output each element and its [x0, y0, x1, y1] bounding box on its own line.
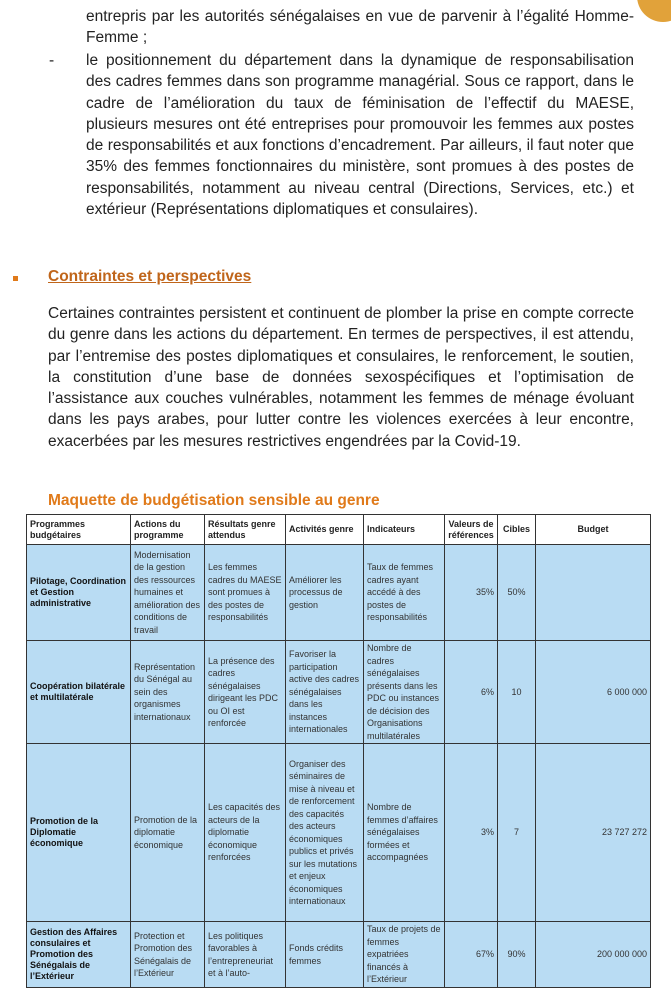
cell-activite: Fonds crédits femmes — [286, 922, 364, 988]
cell-indicateur: Nombre de cadres sénégalaises présents dans les PDC ou instances de décision des Organisations multilatérales — [364, 641, 445, 744]
header-valeurs: Valeurs de références — [445, 515, 498, 545]
cell-cible: 50% — [498, 545, 536, 641]
cell-programme: Coopération bilatérale et multilatérale — [27, 641, 131, 744]
cell-budget: 23 727 272 — [536, 744, 651, 922]
bullet-dash: - — [49, 52, 55, 69]
header-actions: Actions du programme — [131, 515, 205, 545]
cell-indicateur: Nombre de femmes d’affaires sénégalaises formées et accompagnées — [364, 744, 445, 922]
cell-resultat: Les femmes cadres du MAESE sont promues à des postes de responsabilités — [205, 545, 286, 641]
cell-resultat: La présence des cadres sénégalaises dirigeant les PDC ou OI est renforcée — [205, 641, 286, 744]
cell-indicateur: Taux de femmes cadres ayant accédé à des postes de responsabilités — [364, 545, 445, 641]
cell-valeur: 67% — [445, 922, 498, 988]
intro-continuation: entrepris par les autorités sénégalaises en vue de parvenir à l’égalité Homme-Femme ; — [86, 8, 634, 47]
cell-activite: Favoriser la participation active des cadres sénégalaises dans les instances internationales — [286, 641, 364, 744]
cell-budget: 200 000 000 — [536, 922, 651, 988]
cell-budget: 6 000 000 — [536, 641, 651, 744]
intro-bullet-text: le positionnement du département dans la dynamique de responsabilisation des cadres femmes dans son programme managérial. Sous ce rapport, dans le cadre de l’amélioration du taux de féminisation de l’effectif du MAESE, plusieurs mesures ont été entreprises pour promouvoir les femmes aux postes de responsabilités et aux fonctions d’encadrement. Par ailleurs, il faut noter que 35% des femmes fonctionnaires du ministère, sont promues à des postes de responsabilités, notamment au niveau central (Directions, Services, etc.) et extérieur (Représentations diplomatiques et consulaires). — [86, 52, 634, 219]
cell-valeur: 6% — [445, 641, 498, 744]
section-bullet-icon — [13, 276, 18, 281]
cell-activite: Améliorer les processus de gestion — [286, 545, 364, 641]
cell-action: Modernisation de la gestion des ressources humaines et amélioration des conditions de travail — [131, 545, 205, 641]
table-header-row — [27, 515, 651, 545]
cell-programme: Promotion de la Diplomatie économique — [27, 744, 131, 922]
cell-cible: 7 — [498, 744, 536, 922]
cell-programme: Pilotage, Coordination et Gestion administrative — [27, 545, 131, 641]
cell-valeur: 35% — [445, 545, 498, 641]
table-title: Maquette de budgétisation sensible au genre — [48, 492, 380, 509]
header-cibles: Cibles — [498, 515, 536, 545]
cell-programme: Gestion des Affaires consulaires et Promotion des Sénégalais de l’Extérieur — [27, 922, 131, 988]
table-row — [27, 641, 651, 744]
cell-indicateur: Taux de projets de femmes expatriées financés à l’Extérieur — [364, 922, 445, 988]
header-activites: Activités genre — [286, 515, 364, 545]
cell-resultat: Les politiques favorables à l’entrepreneuriat et à l’auto- — [205, 922, 286, 988]
header-budget: Budget — [536, 515, 651, 545]
table-row — [27, 545, 651, 641]
section-body: Certaines contraintes persistent et continuent de plomber la prise en compte correcte du genre dans les actions du département. En termes de perspectives, il est attendu, par l’entremise des postes diplomatiques et consulaires, le renforcement, le soutien, la constitution d’une base de données sexospécifiques et l’optimisation de l’assistance aux couches vulnérables, notamment les femmes de ménage évoluant dans les pays arabes, pour lutter contre les violences exercées à leur encontre, exacerbées par les mesures restrictives engendrées par la Covid-19. — [48, 305, 634, 450]
table-row — [27, 922, 651, 988]
cell-action: Protection et Promotion des Sénégalais de l’Extérieur — [131, 922, 205, 988]
cell-action: Représentation du Sénégal au sein des organismes internationaux — [131, 641, 205, 744]
budget-table — [26, 514, 651, 988]
cell-cible: 90% — [498, 922, 536, 988]
table-row — [27, 744, 651, 922]
cell-resultat: Les capacités des acteurs de la diplomatie économique renforcées — [205, 744, 286, 922]
section-heading: Contraintes et perspectives — [48, 268, 252, 285]
corner-decoration — [637, 0, 671, 22]
cell-action: Promotion de la diplomatie économique — [131, 744, 205, 922]
header-indicateurs: Indicateurs — [364, 515, 445, 545]
cell-cible: 10 — [498, 641, 536, 744]
cell-activite: Organiser des séminaires de mise à niveau et de renforcement des capacités des acteurs économiques publics et privés sur les mutations et enjeux économiques internationaux — [286, 744, 364, 922]
cell-budget — [536, 545, 651, 641]
cell-valeur: 3% — [445, 744, 498, 922]
header-resultats: Résultats genre attendus — [205, 515, 286, 545]
header-programmes: Programmes budgétaires — [27, 515, 131, 545]
